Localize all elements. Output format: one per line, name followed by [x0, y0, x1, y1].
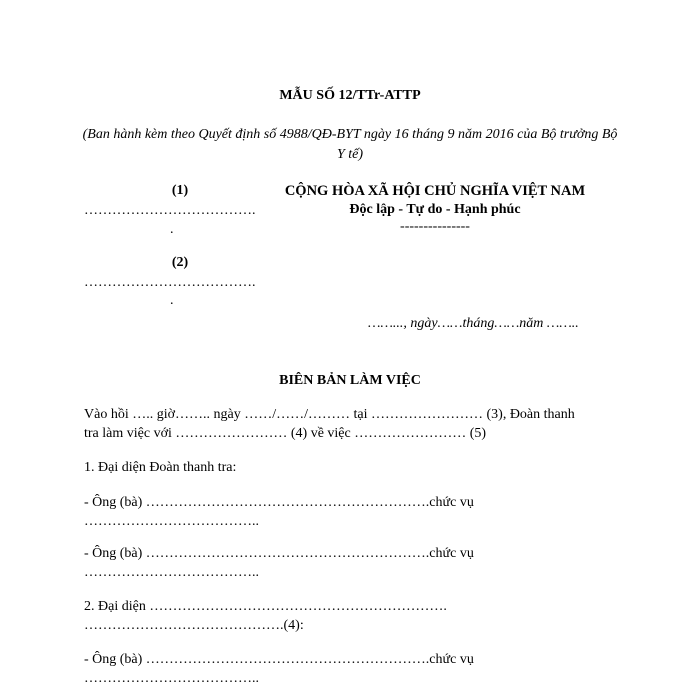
issued-by-note: (Ban hành kèm theo Quyết định số 4988/QĐ-BYT ngày 16 tháng 9 năm 2016 của Bộ trưởng Bộ Y tế) [82, 127, 618, 162]
org-line-1-dots: ………………………………. [84, 203, 256, 218]
section-2-person-1-line-1: - Ông (bà) …………………………………………………….chức vụ [84, 652, 474, 667]
intro-line-1: Vào hồi ….. giờ…….. ngày ……/……/……… tại …………………… (3), Đoàn thanh [84, 407, 575, 422]
intro-line-2: tra làm việc với …………………… (4) về việc …………………… (5) [84, 426, 487, 441]
org-line-1-label: (1) [171, 183, 189, 198]
document-title: BIÊN BẢN LÀM VIỆC [279, 373, 421, 388]
section-2-heading-line-1: 2. Đại diện ………………………………………………………. [84, 599, 447, 614]
section-2-heading-line-2: …………………………………….(4): [84, 618, 304, 633]
org-line-2-trailing-dot: . [170, 293, 174, 308]
national-title: CỘNG HÒA XÃ HỘI CHỦ NGHĨA VIỆT NAM [284, 183, 586, 199]
section-1-person-2-line-2: ……………………………….. [84, 565, 259, 580]
national-motto: Độc lập - Tự do - Hạnh phúc [349, 202, 521, 217]
date-line: ……..., ngày……tháng……năm …….. [368, 316, 579, 331]
section-1-person-2-line-1: - Ông (bà) …………………………………………………….chức vụ [84, 546, 474, 561]
national-rule: --------------- [400, 219, 470, 234]
section-1-heading: 1. Đại diện Đoàn thanh tra: [84, 460, 237, 475]
section-1-person-1-line-1: - Ông (bà) …………………………………………………….chức vụ [84, 495, 474, 510]
section-2-person-1-line-2: ……………………………….. [84, 671, 259, 686]
org-line-2-label: (2) [171, 255, 189, 270]
form-number: MẪU SỐ 12/TTr-ATTP [279, 88, 421, 103]
section-1-person-1-line-2: ……………………………….. [84, 514, 259, 529]
org-line-2-dots: ………………………………. [84, 275, 256, 290]
org-line-1-trailing-dot: . [170, 222, 174, 237]
